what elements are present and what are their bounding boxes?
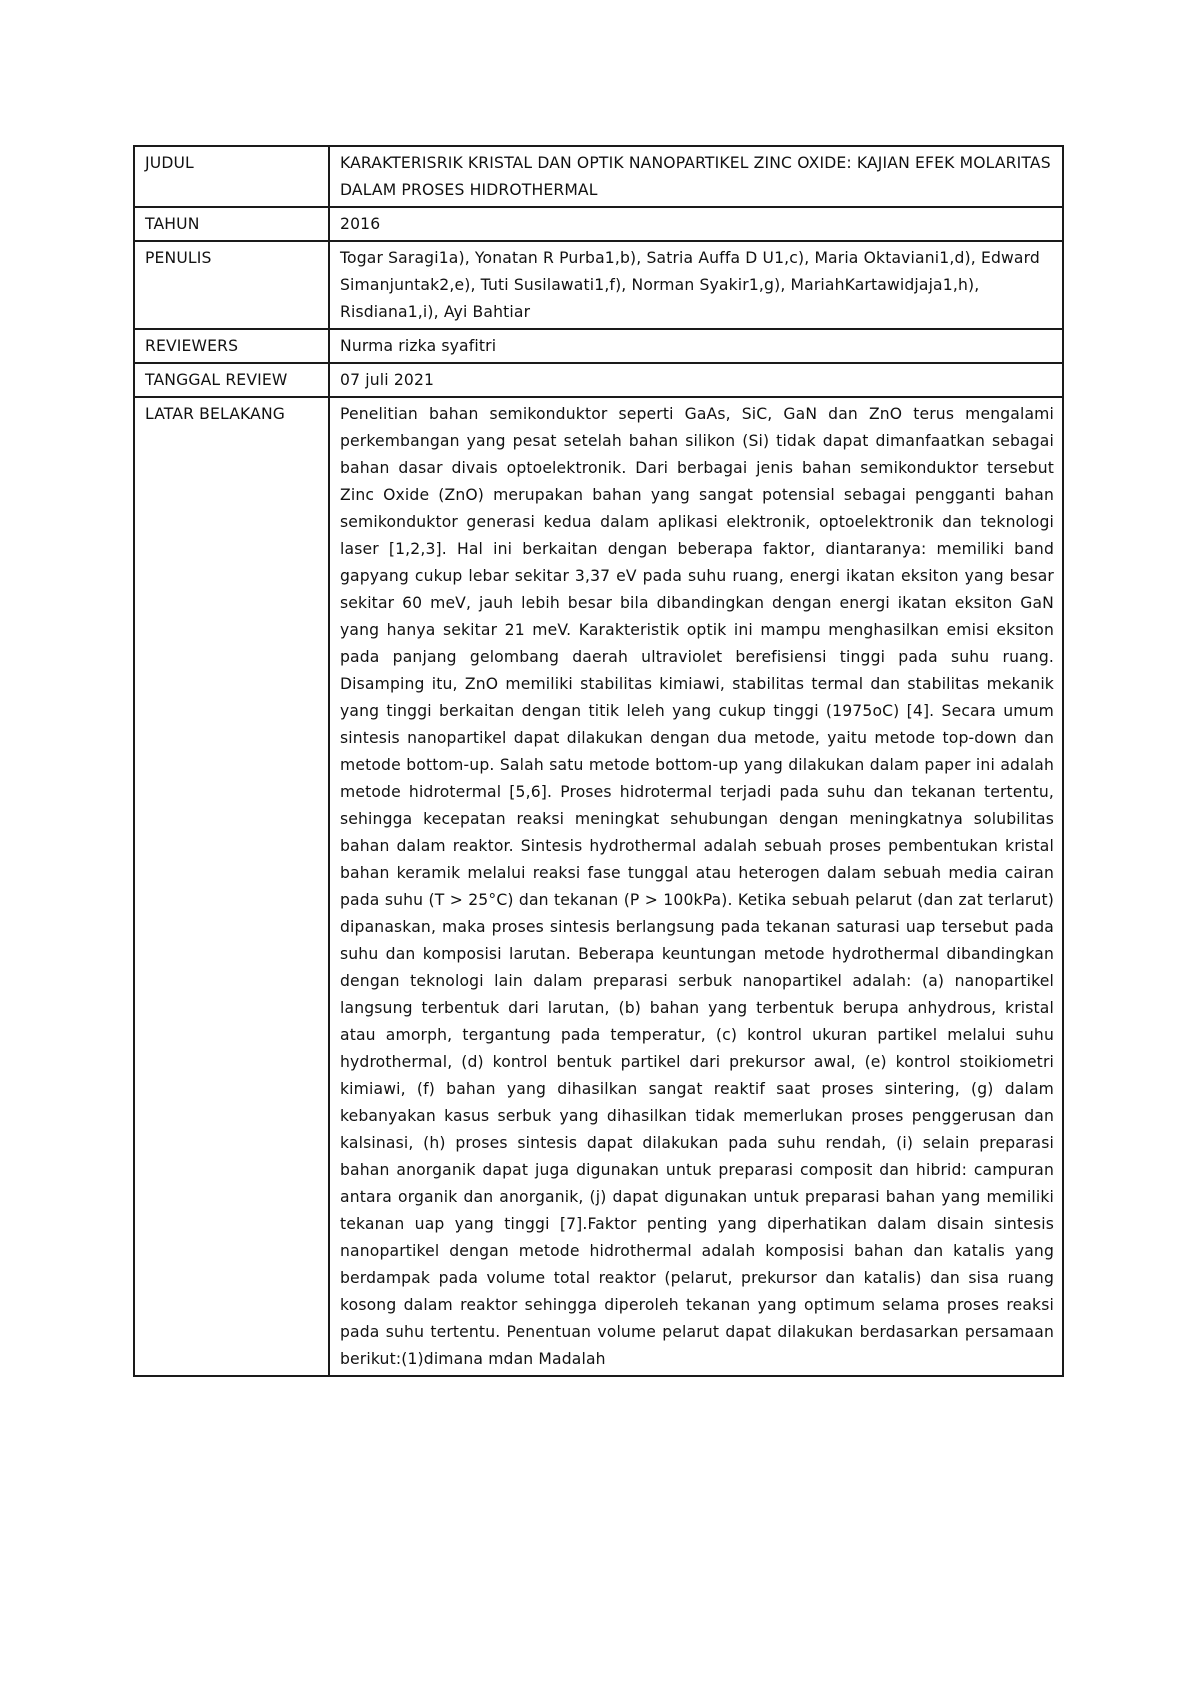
latar-belakang-label: LATAR BELAKANG xyxy=(134,397,329,1376)
penulis-value: Togar Saragi1a), Yonatan R Purba1,b), Satria Auffa D U1,c), Maria Oktaviani1,d), Edward Simanjuntak2,e), Tuti Susilawati1,f), Norman Syakir1,g), MariahKartawidjaja1,h), Risdiana1,i), Ayi Bahtiar xyxy=(329,241,1063,329)
tanggal-review-value: 07 juli 2021 xyxy=(329,363,1063,397)
reviewers-label: REVIEWERS xyxy=(134,329,329,363)
judul-value: KARAKTERISRIK KRISTAL DAN OPTIK NANOPARTIKEL ZINC OXIDE: KAJIAN EFEK MOLARITAS DALAM PROSES HIDROTHERMAL xyxy=(329,146,1063,207)
row-latar-belakang xyxy=(134,397,1063,1376)
row-tanggal-review xyxy=(134,363,1063,397)
row-penulis xyxy=(134,241,1063,329)
tahun-value: 2016 xyxy=(329,207,1063,241)
latar-belakang-value: Penelitian bahan semikonduktor seperti GaAs, SiC, GaN dan ZnO terus mengalami perkembangan yang pesat setelah bahan silikon (Si) tidak dapat dimanfaatkan sebagai bahan dasar divais optoelektronik. Dari berbagai jenis bahan semikonduktor tersebut Zinc Oxide (ZnO) merupakan bahan yang sangat potensial sebagai pengganti bahan semikonduktor generasi kedua dalam aplikasi elektronik, optoelektronik dan teknologi laser [1,2,3]. Hal ini berkaitan dengan beberapa faktor, diantaranya: memiliki band gapyang cukup lebar sekitar 3,37 eV pada suhu ruang, energi ikatan eksiton yang besar sekitar 60 meV, jauh lebih besar bila dibandingkan dengan energi ikatan eksiton GaN yang hanya sekitar 21 meV. Karakteristik optik ini mampu menghasilkan emisi eksiton pada panjang gelombang daerah ultraviolet berefisiensi tinggi pada suhu ruang. Disamping itu, ZnO memiliki stabilitas kimiawi, stabilitas termal dan stabilitas mekanik yang tinggi berkaitan dengan titik leleh yang cukup tinggi (1975oC) [4]. Secara umum sintesis nanopartikel dapat dilakukan dengan dua metode, yaitu metode top-down dan metode bottom-up. Salah satu metode bottom-up yang dilakukan dalam paper ini adalah metode hidrotermal [5,6]. Proses hidrotermal terjadi pada suhu dan tekanan tertentu, sehingga kecepatan reaksi meningkat sehubungan dengan meningkatnya solubilitas bahan dalam reaktor. Sintesis hydrothermal adalah sebuah proses pembentukan kristal bahan keramik melalui reaksi fase tunggal atau heterogen dalam sebuah media cairan pada suhu (T > 25°C) dan tekanan (P > 100kPa). Ketika sebuah pelarut (dan zat terlarut) dipanaskan, maka proses sintesis berlangsung pada tekanan saturasi uap tersebut pada suhu dan komposisi larutan. Beberapa keuntungan metode hydrothermal dibandingkan dengan teknologi lain dalam preparasi serbuk nanopartikel adalah: (a) nanopartikel langsung terbentuk dari larutan, (b) bahan yang terbentuk berupa anhydrous, kristal atau amorph, tergantung pada temperatur, (c) kontrol ukuran partikel melalui suhu hydrothermal, (d) kontrol bentuk partikel dari prekursor awal, (e) kontrol stoikiometri kimiawi, (f) bahan yang dihasilkan sangat reaktif saat proses sintering, (g) dalam kebanyakan kasus serbuk yang dihasilkan tidak memerlukan proses penggerusan dan kalsinasi, (h) proses sintesis dapat dilakukan pada suhu rendah, (i) selain preparasi bahan anorganik dapat juga digunakan untuk preparasi composit dan hibrid: campuran antara organik dan anorganik, (j) dapat digunakan untuk preparasi bahan yang memiliki tekanan uap yang tinggi [7].Faktor penting yang diperhatikan dalam disain sintesis nanopartikel dengan metode hidrothermal adalah komposisi bahan dan katalis yang berdampak pada volume total reaktor (pelarut, prekursor dan katalis) dan sisa ruang kosong dalam reaktor sehingga diperoleh tekanan yang optimum selama proses reaksi pada suhu tertentu. Penentuan volume pelarut dapat dilakukan berdasarkan persamaan berikut:(1)dimana mdan Madalah xyxy=(329,397,1063,1376)
row-tahun xyxy=(134,207,1063,241)
tanggal-review-label: TANGGAL REVIEW xyxy=(134,363,329,397)
penulis-label: PENULIS xyxy=(134,241,329,329)
row-reviewers xyxy=(134,329,1063,363)
tahun-label: TAHUN xyxy=(134,207,329,241)
row-judul xyxy=(134,146,1063,207)
judul-label: JUDUL xyxy=(134,146,329,207)
reviewers-value: Nurma rizka syafitri xyxy=(329,329,1063,363)
review-table xyxy=(133,145,1064,1377)
